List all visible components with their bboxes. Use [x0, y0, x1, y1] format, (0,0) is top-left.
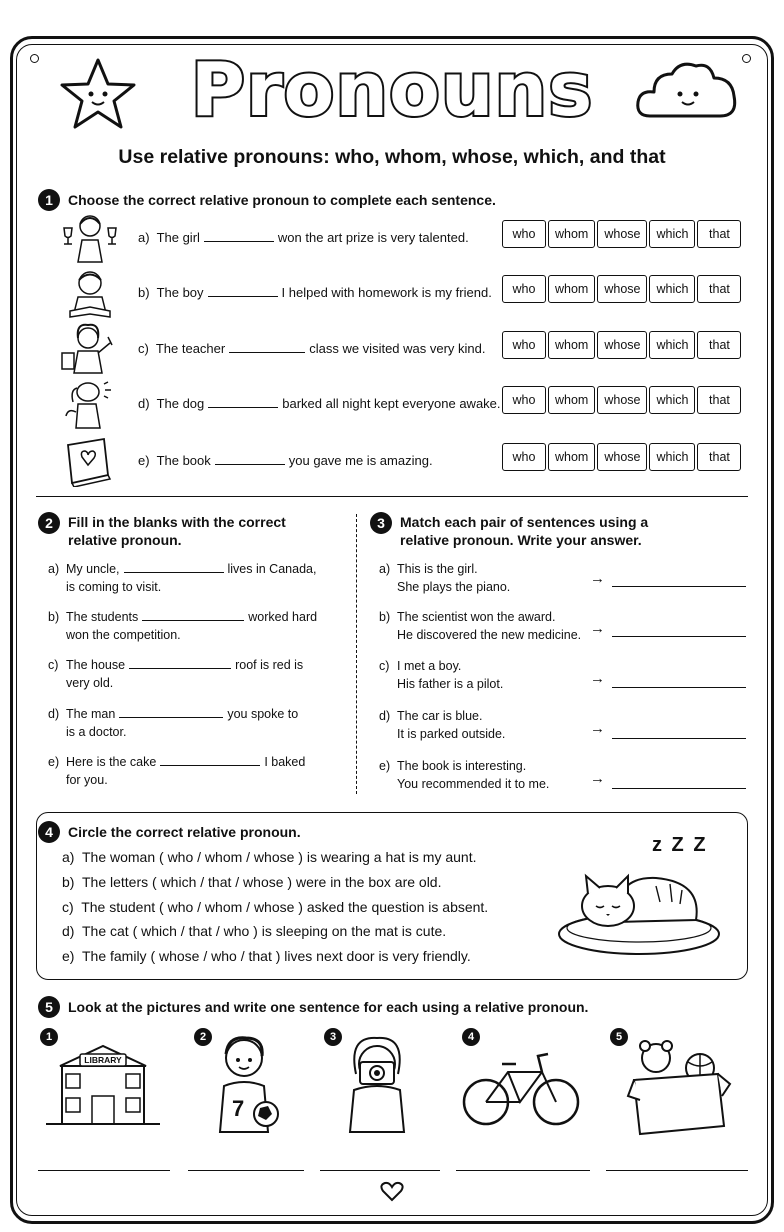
item-text[interactable]: The woman ( who / whom / whose ) is wearing a hat is my aunt. [81, 849, 477, 865]
exercise1-row [0, 435, 784, 491]
library-sign: LIBRARY [84, 1055, 122, 1065]
book-heart-icon [58, 435, 122, 487]
picture-number: 4 [462, 1028, 480, 1046]
pronoun-options [502, 386, 741, 414]
exercise3-item [379, 657, 579, 693]
library-building-icon [44, 1040, 162, 1130]
answer-line[interactable] [456, 1170, 590, 1171]
item-text[interactable]: The cat ( which / that / who ) is sleeping on the mat is cute. [81, 923, 447, 939]
boy-with-ball-icon [212, 1034, 282, 1134]
section2-heading-line1: Fill in the blanks with the correct [68, 514, 286, 530]
girl-with-trophy-icon [58, 212, 122, 264]
exercise2-item [48, 608, 348, 644]
answer-blank[interactable] [215, 453, 285, 465]
item-label: e) [48, 755, 60, 769]
exercise4-item [62, 899, 488, 915]
option-whom[interactable]: whom [548, 331, 595, 359]
item-label: c) [48, 658, 59, 672]
exercise4-item [62, 874, 442, 890]
answer-line[interactable] [612, 687, 746, 688]
exercise1-sentence [138, 285, 492, 300]
item-label: d) [138, 396, 150, 411]
sentence-end: class we visited was very kind. [309, 341, 486, 356]
item-label: c) [379, 659, 390, 673]
item-label: e) [138, 453, 150, 468]
exercise1-row [0, 212, 784, 268]
option-whose[interactable]: whose [597, 220, 647, 248]
sentence-continuation: is a doctor. [66, 725, 127, 739]
exercise2-item [48, 753, 348, 789]
page-subtitle: Use relative pronouns: who, whom, whose, which, and that [118, 146, 666, 168]
item-label: c) [62, 899, 74, 915]
sentence-end: roof is red is [235, 658, 304, 672]
sentence-continuation: for you. [66, 773, 108, 787]
exercise1-sentence [138, 396, 501, 411]
sentence-start: Here is the cake [66, 755, 157, 769]
option-whom[interactable]: whom [548, 275, 595, 303]
sentence-end: I baked [264, 755, 306, 769]
option-that[interactable]: that [697, 220, 741, 248]
answer-line[interactable] [612, 788, 746, 789]
answer-blank[interactable] [119, 706, 223, 718]
answer-line[interactable] [38, 1170, 170, 1171]
section3-heading-line1: Match each pair of sentences using a [400, 514, 649, 530]
item-label: a) [379, 562, 391, 576]
sentence-end: lives in Canada, [227, 562, 317, 576]
sleeping-cat-icon [556, 862, 722, 958]
section-number: 1 [38, 189, 60, 211]
answer-blank[interactable] [124, 561, 224, 573]
option-who[interactable]: who [502, 275, 546, 303]
sentence-two: She plays the piano. [397, 580, 511, 594]
sentence-end: you gave me is amazing. [288, 453, 433, 468]
section4-heading [38, 821, 301, 843]
option-that[interactable]: that [697, 386, 741, 414]
item-label: b) [379, 610, 391, 624]
exercise1-row [0, 267, 784, 323]
option-who[interactable]: who [502, 443, 546, 471]
answer-line[interactable] [612, 636, 746, 637]
option-whom[interactable]: whom [548, 220, 595, 248]
item-label: d) [62, 923, 75, 939]
option-that[interactable]: that [697, 443, 741, 471]
sentence-start: The house [66, 658, 126, 672]
item-text[interactable]: The student ( who / whom / whose ) asked the question is absent. [81, 899, 489, 915]
item-label: a) [48, 562, 60, 576]
answer-line[interactable] [188, 1170, 304, 1171]
option-which[interactable]: which [649, 386, 695, 414]
section5-heading-text: Look at the pictures and write one sentence for each using a relative pronoun. [68, 999, 589, 1015]
section-divider [36, 496, 748, 497]
option-whom[interactable]: whom [548, 386, 595, 414]
sentence-start: The girl [156, 230, 200, 245]
sentence-continuation: very old. [66, 676, 114, 690]
arrow-icon: → [590, 670, 605, 687]
answer-line[interactable] [612, 586, 746, 587]
exercise2-item [48, 560, 348, 596]
girl-with-camera-icon [340, 1034, 414, 1134]
pronoun-options [502, 220, 741, 248]
section5-heading [38, 996, 588, 1018]
item-label: c) [138, 341, 149, 356]
answer-blank[interactable] [229, 341, 305, 353]
exercise1-sentence [138, 230, 469, 245]
sentence-one: This is the girl. [397, 562, 478, 576]
exercise3-item [379, 560, 579, 596]
boy-reading-icon [58, 267, 122, 319]
section1-heading-text: Choose the correct relative pronoun to complete each sentence. [68, 192, 496, 208]
sentence-one: The scientist won the award. [397, 610, 556, 624]
item-label: b) [48, 610, 60, 624]
item-label: d) [379, 709, 391, 723]
sentence-one: The book is interesting. [397, 759, 527, 773]
item-label: a) [138, 230, 150, 245]
section-number: 5 [38, 996, 60, 1018]
section2-heading-line2: relative pronoun. [68, 532, 182, 548]
option-that[interactable]: that [697, 331, 741, 359]
shirt-number: 7 [232, 1096, 245, 1121]
exercise1-row [0, 323, 784, 379]
exercise3-item [379, 757, 579, 793]
option-whom[interactable]: whom [548, 443, 595, 471]
page-title: Pronouns [190, 47, 594, 133]
sentence-two: He discovered the new medicine. [397, 628, 582, 642]
section3-heading [370, 512, 648, 549]
item-label: e) [62, 948, 75, 964]
exercise1-sentence [138, 341, 486, 356]
sentence-two: You recommended it to me. [397, 777, 550, 791]
section-number: 3 [370, 512, 392, 534]
item-label: d) [48, 707, 60, 721]
answer-blank[interactable] [208, 396, 278, 408]
teacher-waving-icon [58, 323, 122, 375]
option-whose[interactable]: whose [597, 386, 647, 414]
sentence-end: won the art prize is very talented. [277, 230, 469, 245]
barking-dog-icon [58, 378, 122, 430]
section1-heading [38, 189, 496, 211]
sleep-zzz: z Z Z [652, 834, 708, 856]
sentence-end: worked hard [248, 610, 318, 624]
item-label: b) [138, 285, 150, 300]
answer-line[interactable] [606, 1170, 748, 1171]
sentence-continuation: is coming to visit. [66, 580, 162, 594]
exercise3-item [379, 707, 579, 743]
arrow-icon: → [590, 620, 605, 637]
option-which[interactable]: which [649, 275, 695, 303]
sentence-start: The students [66, 610, 139, 624]
item-text[interactable]: The letters ( which / that / whose ) were in the box are old. [81, 874, 442, 890]
heart-icon [380, 1180, 404, 1202]
option-whose[interactable]: whose [597, 331, 647, 359]
exercise4-item [62, 923, 446, 939]
section-number: 2 [38, 512, 60, 534]
arrow-icon: → [590, 570, 605, 587]
exercise1-sentence [138, 453, 433, 468]
answer-blank[interactable] [160, 754, 260, 766]
sentence-one: I met a boy. [397, 659, 462, 673]
exercise4-item [62, 948, 471, 964]
sentence-start: The teacher [155, 341, 226, 356]
picture-number: 1 [40, 1028, 58, 1046]
item-label: b) [62, 874, 75, 890]
section4-heading-text: Circle the correct relative pronoun. [68, 824, 301, 840]
sentence-end: you spoke to [227, 707, 299, 721]
answer-blank[interactable] [129, 657, 231, 669]
answer-line[interactable] [612, 738, 746, 739]
sentence-start: The dog [156, 396, 205, 411]
sentence-end: I helped with homework is my friend. [281, 285, 492, 300]
pronoun-options [502, 275, 741, 303]
answer-blank[interactable] [204, 230, 274, 242]
pronoun-options [502, 331, 741, 359]
arrow-icon: → [590, 720, 605, 737]
option-who[interactable]: who [502, 331, 546, 359]
picture-number: 3 [324, 1028, 342, 1046]
exercise4-item [62, 849, 476, 865]
sentence-continuation: won the competition. [66, 628, 181, 642]
sentence-start: The book [156, 453, 211, 468]
bicycle-icon [460, 1050, 582, 1130]
section2-heading [38, 512, 286, 549]
sentence-start: The man [66, 707, 116, 721]
option-whose[interactable]: whose [597, 443, 647, 471]
option-whose[interactable]: whose [597, 275, 647, 303]
item-label: e) [379, 759, 391, 773]
answer-blank[interactable] [142, 609, 244, 621]
sentence-end: barked all night kept everyone awake. [282, 396, 501, 411]
sentence-start: My uncle, [66, 562, 120, 576]
picture-number: 5 [610, 1028, 628, 1046]
exercise1-row [0, 378, 784, 434]
section3-heading-line2: relative pronoun. Write your answer. [400, 532, 642, 548]
sentence-two: It is parked outside. [397, 727, 506, 741]
sentence-one: The car is blue. [397, 709, 483, 723]
toy-box-icon [626, 1040, 734, 1136]
option-which[interactable]: which [649, 331, 695, 359]
sentence-start: The boy [156, 285, 204, 300]
item-label: a) [62, 849, 75, 865]
picture-number: 2 [194, 1028, 212, 1046]
answer-blank[interactable] [208, 285, 278, 297]
exercise2-item [48, 656, 348, 692]
sentence-two: His father is a pilot. [397, 677, 504, 691]
item-text[interactable]: The family ( whose / who / that ) lives next door is very friendly. [81, 948, 471, 964]
section-number: 4 [38, 821, 60, 843]
option-that[interactable]: that [697, 275, 741, 303]
option-who[interactable]: who [502, 220, 546, 248]
arrow-icon: → [590, 770, 605, 787]
exercise3-item [379, 608, 599, 644]
option-which[interactable]: which [649, 220, 695, 248]
answer-line[interactable] [320, 1170, 440, 1171]
column-divider [356, 514, 357, 794]
option-who[interactable]: who [502, 386, 546, 414]
exercise2-item [48, 705, 348, 741]
option-which[interactable]: which [649, 443, 695, 471]
pronoun-options [502, 443, 741, 471]
